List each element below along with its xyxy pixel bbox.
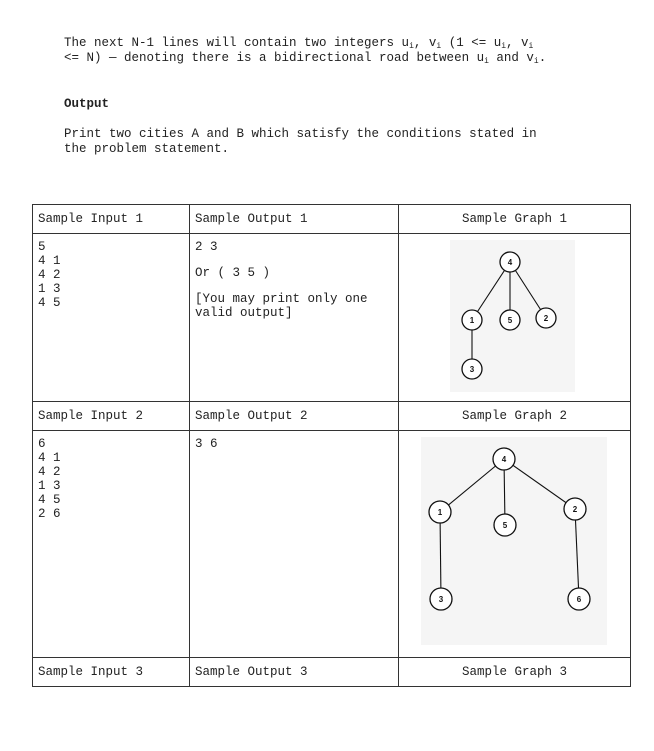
text-segment: , v bbox=[413, 36, 437, 50]
graph-edge bbox=[440, 459, 504, 512]
input-line: 4 1 bbox=[38, 451, 61, 465]
text-segment: and v bbox=[488, 51, 534, 65]
svg-text:4: 4 bbox=[501, 455, 507, 464]
graph-node bbox=[429, 501, 451, 523]
graph-node bbox=[564, 498, 586, 520]
input-line: 2 6 bbox=[38, 507, 61, 521]
table-row bbox=[33, 234, 631, 402]
input-line: 5 bbox=[38, 240, 46, 254]
text-segment: . bbox=[538, 51, 547, 65]
graph-node bbox=[536, 308, 556, 328]
svg-text:6: 6 bbox=[576, 595, 582, 604]
input-line: 4 2 bbox=[38, 268, 61, 282]
graph-node bbox=[568, 588, 590, 610]
graph-edge bbox=[504, 459, 575, 509]
sample-output-3-header: Sample Output 3 bbox=[190, 658, 399, 687]
sample-input-3-header: Sample Input 3 bbox=[33, 658, 190, 687]
graph-edge bbox=[440, 512, 441, 599]
subscript-i: i bbox=[528, 42, 534, 51]
sample-graph-1-header: Sample Graph 1 bbox=[399, 205, 631, 234]
text-segment: The next N-1 lines will contain two integers u bbox=[64, 36, 410, 50]
sample-output-1-header: Sample Output 1 bbox=[190, 205, 399, 234]
input-line: 4 5 bbox=[38, 493, 61, 507]
graph-node bbox=[462, 359, 482, 379]
input-line: 1 3 bbox=[38, 282, 61, 296]
output-answer: 2 3 bbox=[195, 240, 218, 254]
svg-text:3: 3 bbox=[438, 595, 444, 604]
sample-input-1-header: Sample Input 1 bbox=[33, 205, 190, 234]
graph-node bbox=[500, 252, 520, 272]
svg-text:2: 2 bbox=[572, 505, 578, 514]
sample-graph-2 bbox=[399, 431, 631, 658]
output-description-line-1: Print two cities A and B which satisfy the conditions stated in bbox=[64, 127, 537, 141]
subscript-i: i bbox=[501, 42, 507, 51]
output-answer: 3 6 bbox=[195, 437, 218, 451]
svg-text:2: 2 bbox=[543, 314, 549, 323]
graph-node bbox=[494, 514, 516, 536]
input-line: 4 5 bbox=[38, 296, 61, 310]
input-line: 6 bbox=[38, 437, 46, 451]
table-row bbox=[33, 402, 631, 431]
sample-graph-3-header: Sample Graph 3 bbox=[399, 658, 631, 687]
output-description-line-2: the problem statement. bbox=[64, 142, 230, 156]
svg-text:5: 5 bbox=[507, 316, 513, 325]
text-segment: , v bbox=[506, 36, 529, 50]
subscript-i: i bbox=[436, 42, 442, 51]
graph-2-canvas bbox=[421, 437, 607, 645]
table-row bbox=[33, 658, 631, 687]
output-note: [You may print only one bbox=[195, 292, 368, 306]
svg-text:3: 3 bbox=[469, 365, 475, 374]
text-segment: <= N) — denoting there is a bidirectional road between u bbox=[64, 51, 485, 65]
subscript-i: i bbox=[533, 57, 539, 66]
input-line: 4 1 bbox=[38, 254, 61, 268]
samples-table bbox=[32, 204, 631, 687]
input-description-line-2 bbox=[64, 51, 546, 69]
svg-text:4: 4 bbox=[507, 258, 513, 267]
subscript-i: i bbox=[484, 57, 489, 66]
graph-1-svg bbox=[450, 240, 575, 392]
output-note: valid output] bbox=[195, 306, 293, 320]
sample-graph-1 bbox=[399, 234, 631, 402]
graph-node bbox=[493, 448, 515, 470]
output-alternative: Or ( 3 5 ) bbox=[195, 266, 271, 280]
graph-node bbox=[462, 310, 482, 330]
svg-text:5: 5 bbox=[502, 521, 508, 530]
svg-text:1: 1 bbox=[469, 316, 475, 325]
text-segment: (1 <= u bbox=[441, 36, 502, 50]
graph-1-canvas bbox=[450, 240, 575, 392]
graph-node bbox=[500, 310, 520, 330]
svg-text:1: 1 bbox=[437, 508, 443, 517]
sample-graph-2-header: Sample Graph 2 bbox=[399, 402, 631, 431]
subscript-i: i bbox=[409, 42, 414, 51]
sample-output-2 bbox=[190, 431, 399, 658]
sample-output-2-header: Sample Output 2 bbox=[190, 402, 399, 431]
sample-input-2-header: Sample Input 2 bbox=[33, 402, 190, 431]
sample-input-2 bbox=[33, 431, 190, 658]
table-row bbox=[33, 431, 631, 658]
graph-edge bbox=[575, 509, 579, 599]
graph-node bbox=[430, 588, 452, 610]
output-heading: Output bbox=[64, 97, 110, 111]
sample-input-1 bbox=[33, 234, 190, 402]
input-line: 4 2 bbox=[38, 465, 61, 479]
sample-output-1 bbox=[190, 234, 399, 402]
graph-2-svg bbox=[421, 437, 607, 645]
table-row bbox=[33, 205, 631, 234]
input-line: 1 3 bbox=[38, 479, 61, 493]
